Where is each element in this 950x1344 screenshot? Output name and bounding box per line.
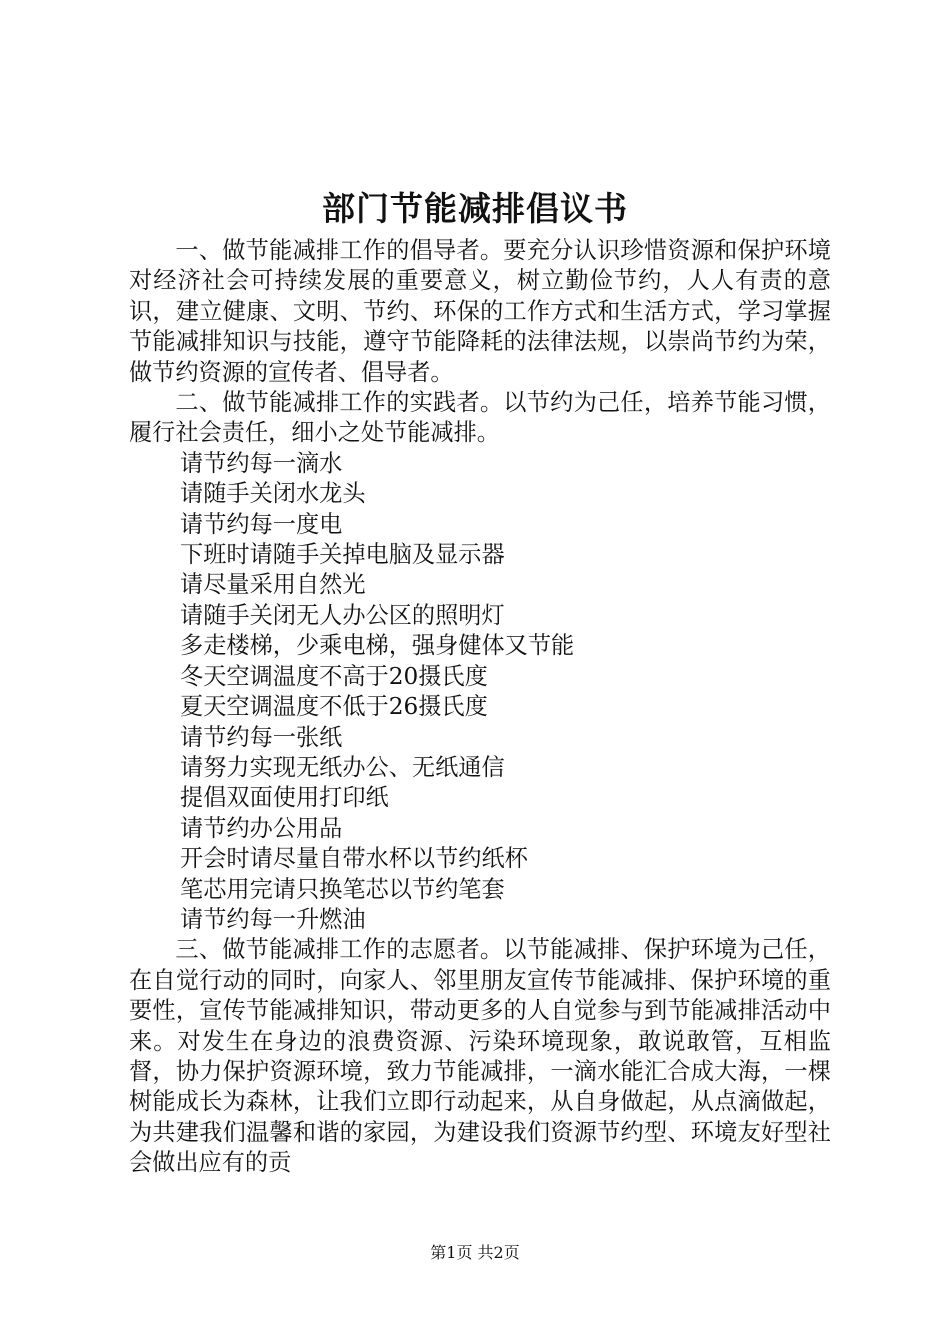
list-item: 提倡双面使用打印纸 xyxy=(180,784,389,812)
list-item: 请随手关闭无人办公区的照明灯 xyxy=(180,601,505,629)
list-item: 请节约每一度电 xyxy=(180,510,343,538)
list-item: 请随手关闭水龙头 xyxy=(180,480,366,508)
list-item: 请节约每一滴水 xyxy=(180,449,343,477)
paragraph-volunteer: 三、做节能减排工作的志愿者。以节能减排、保护环境为己任，在自觉行动的同时，向家人、邻里朋友宣传节能减排、保护环境的重要性，宣传节能减排知识，带动更多的人自觉参与到节能减排活动中来。对发生在身边的浪费资源、污染环境现象，敢说敢管，互相监督，协力保护资源环境，致力节能减排，一滴水能汇合成大海，一棵树能成长为森林，让我们立即行动起来，从自身做起，从点滴做起，为共建我们温馨和谐的家园，为建设我们资源节约型、环境友好型社会做出应有的贡 xyxy=(129,936,831,1177)
list-item: 请节约每一张纸 xyxy=(180,723,343,751)
page-footer: 第1页 共2页 xyxy=(430,1243,520,1262)
document-title: 部门节能减排倡议书 xyxy=(322,189,628,228)
list-item: 冬天空调温度不高于20摄氏度 xyxy=(180,662,488,690)
list-item: 请节约每一升燃油 xyxy=(180,905,366,933)
paragraph-practitioner: 二、做节能减排工作的实践者。以节约为己任，培养节能习惯，履行社会责任，细小之处节能减排。 xyxy=(129,389,831,447)
list-item: 请尽量采用自然光 xyxy=(180,571,366,599)
list-item: 笔芯用完请只换笔芯以节约笔套 xyxy=(180,875,505,903)
list-item: 请节约办公用品 xyxy=(180,814,343,842)
list-item: 请努力实现无纸办公、无纸通信 xyxy=(180,753,505,781)
paragraph-advocate: 一、做节能减排工作的倡导者。要充分认识珍惜资源和保护环境对经济社会可持续发展的重要意义，树立勤俭节约，人人有责的意识，建立健康、文明、节约、环保的工作方式和生活方式，学习掌握节能减排知识与技能，遵守节能降耗的法律法规，以崇尚节约为荣，做节约资源的宣传者、倡导者。 xyxy=(129,237,831,386)
list-item: 夏天空调温度不低于26摄氏度 xyxy=(180,693,488,721)
action-list xyxy=(129,449,831,936)
document-body xyxy=(129,236,831,1179)
list-item: 下班时请随手关掉电脑及显示器 xyxy=(180,541,505,569)
list-item: 开会时请尽量自带水杯以节约纸杯 xyxy=(180,845,528,873)
list-item: 多走楼梯，少乘电梯，强身健体又节能 xyxy=(180,632,575,660)
